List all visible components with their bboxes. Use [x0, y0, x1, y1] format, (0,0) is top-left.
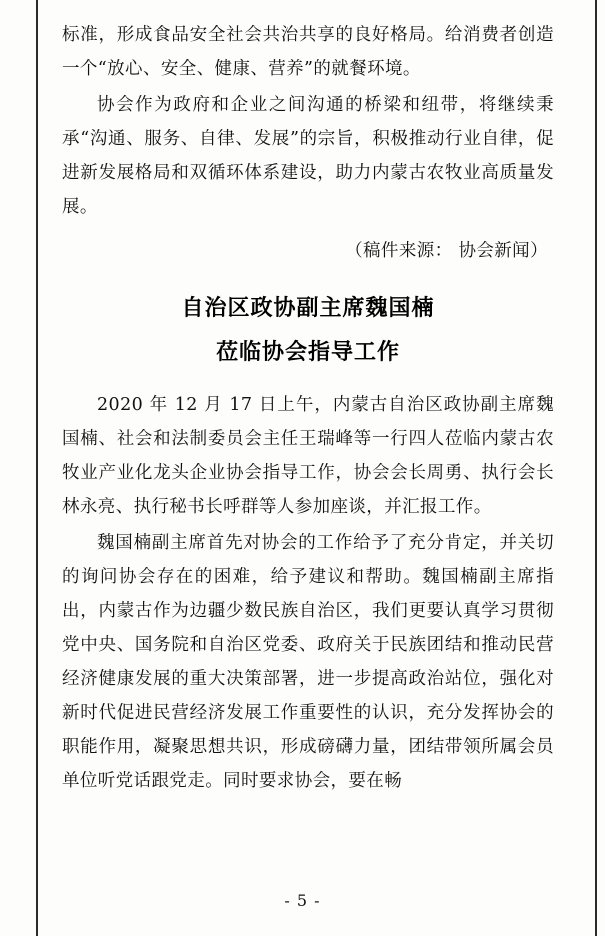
article-headline — [62, 286, 554, 374]
paragraph-continued: 标准，形成食品安全社会共治共享的良好格局。给消费者创造一个“放心、安全、健康、营养”的就餐环境。 — [62, 25, 554, 79]
paragraph: 魏国楠副主席首先对协会的工作给予了充分肯定，并关切的询问协会存在的困难，给予建议和帮助。魏国楠副主席指出，内蒙古作为边疆少数民族自治区，我们更要认真学习贯彻党中央、国务院和自治区党委、政府关于民族团结和推动民营经济健康发展的重大决策部署，进一步提高政治站位，强化对新时代促进民营经济发展工作重要性的认识，充分发挥协会的职能作用，凝聚思想共识，形成磅礴力量，团结带领所属会员单位听党话跟党走。同时要求协会，要在畅 — [62, 533, 554, 791]
page-border-left — [36, 0, 38, 936]
page-content — [62, 18, 554, 800]
page-number: - 5 - — [284, 891, 321, 910]
article-body — [62, 388, 554, 798]
article-source: （稿件来源： 协会新闻） — [345, 241, 548, 261]
headline-line-2: 莅临协会指导工作 — [215, 339, 400, 365]
page-border-right — [595, 0, 597, 936]
paragraph: 协会作为政府和企业之间沟通的桥梁和纽带，将继续秉承“沟通、服务、自律、发展”的宗旨，积极推动行业自律，促进新发展格局和双循环体系建设，助力内蒙古农牧业高质量发展。 — [62, 95, 554, 217]
headline-line-1: 自治区政协副主席魏国楠 — [181, 295, 435, 321]
top-article — [62, 18, 554, 268]
paragraph: 2020 年 12 月 17 日上午，内蒙古自治区政协副主席魏国楠、社会和法制委员会主任王瑞峰等一行四人莅临内蒙古农牧业产业化龙头企业协会指导工作，协会会长周勇、执行会长林永亮、执行秘书长呼群等人参加座谈，并汇报工作。 — [62, 395, 554, 517]
